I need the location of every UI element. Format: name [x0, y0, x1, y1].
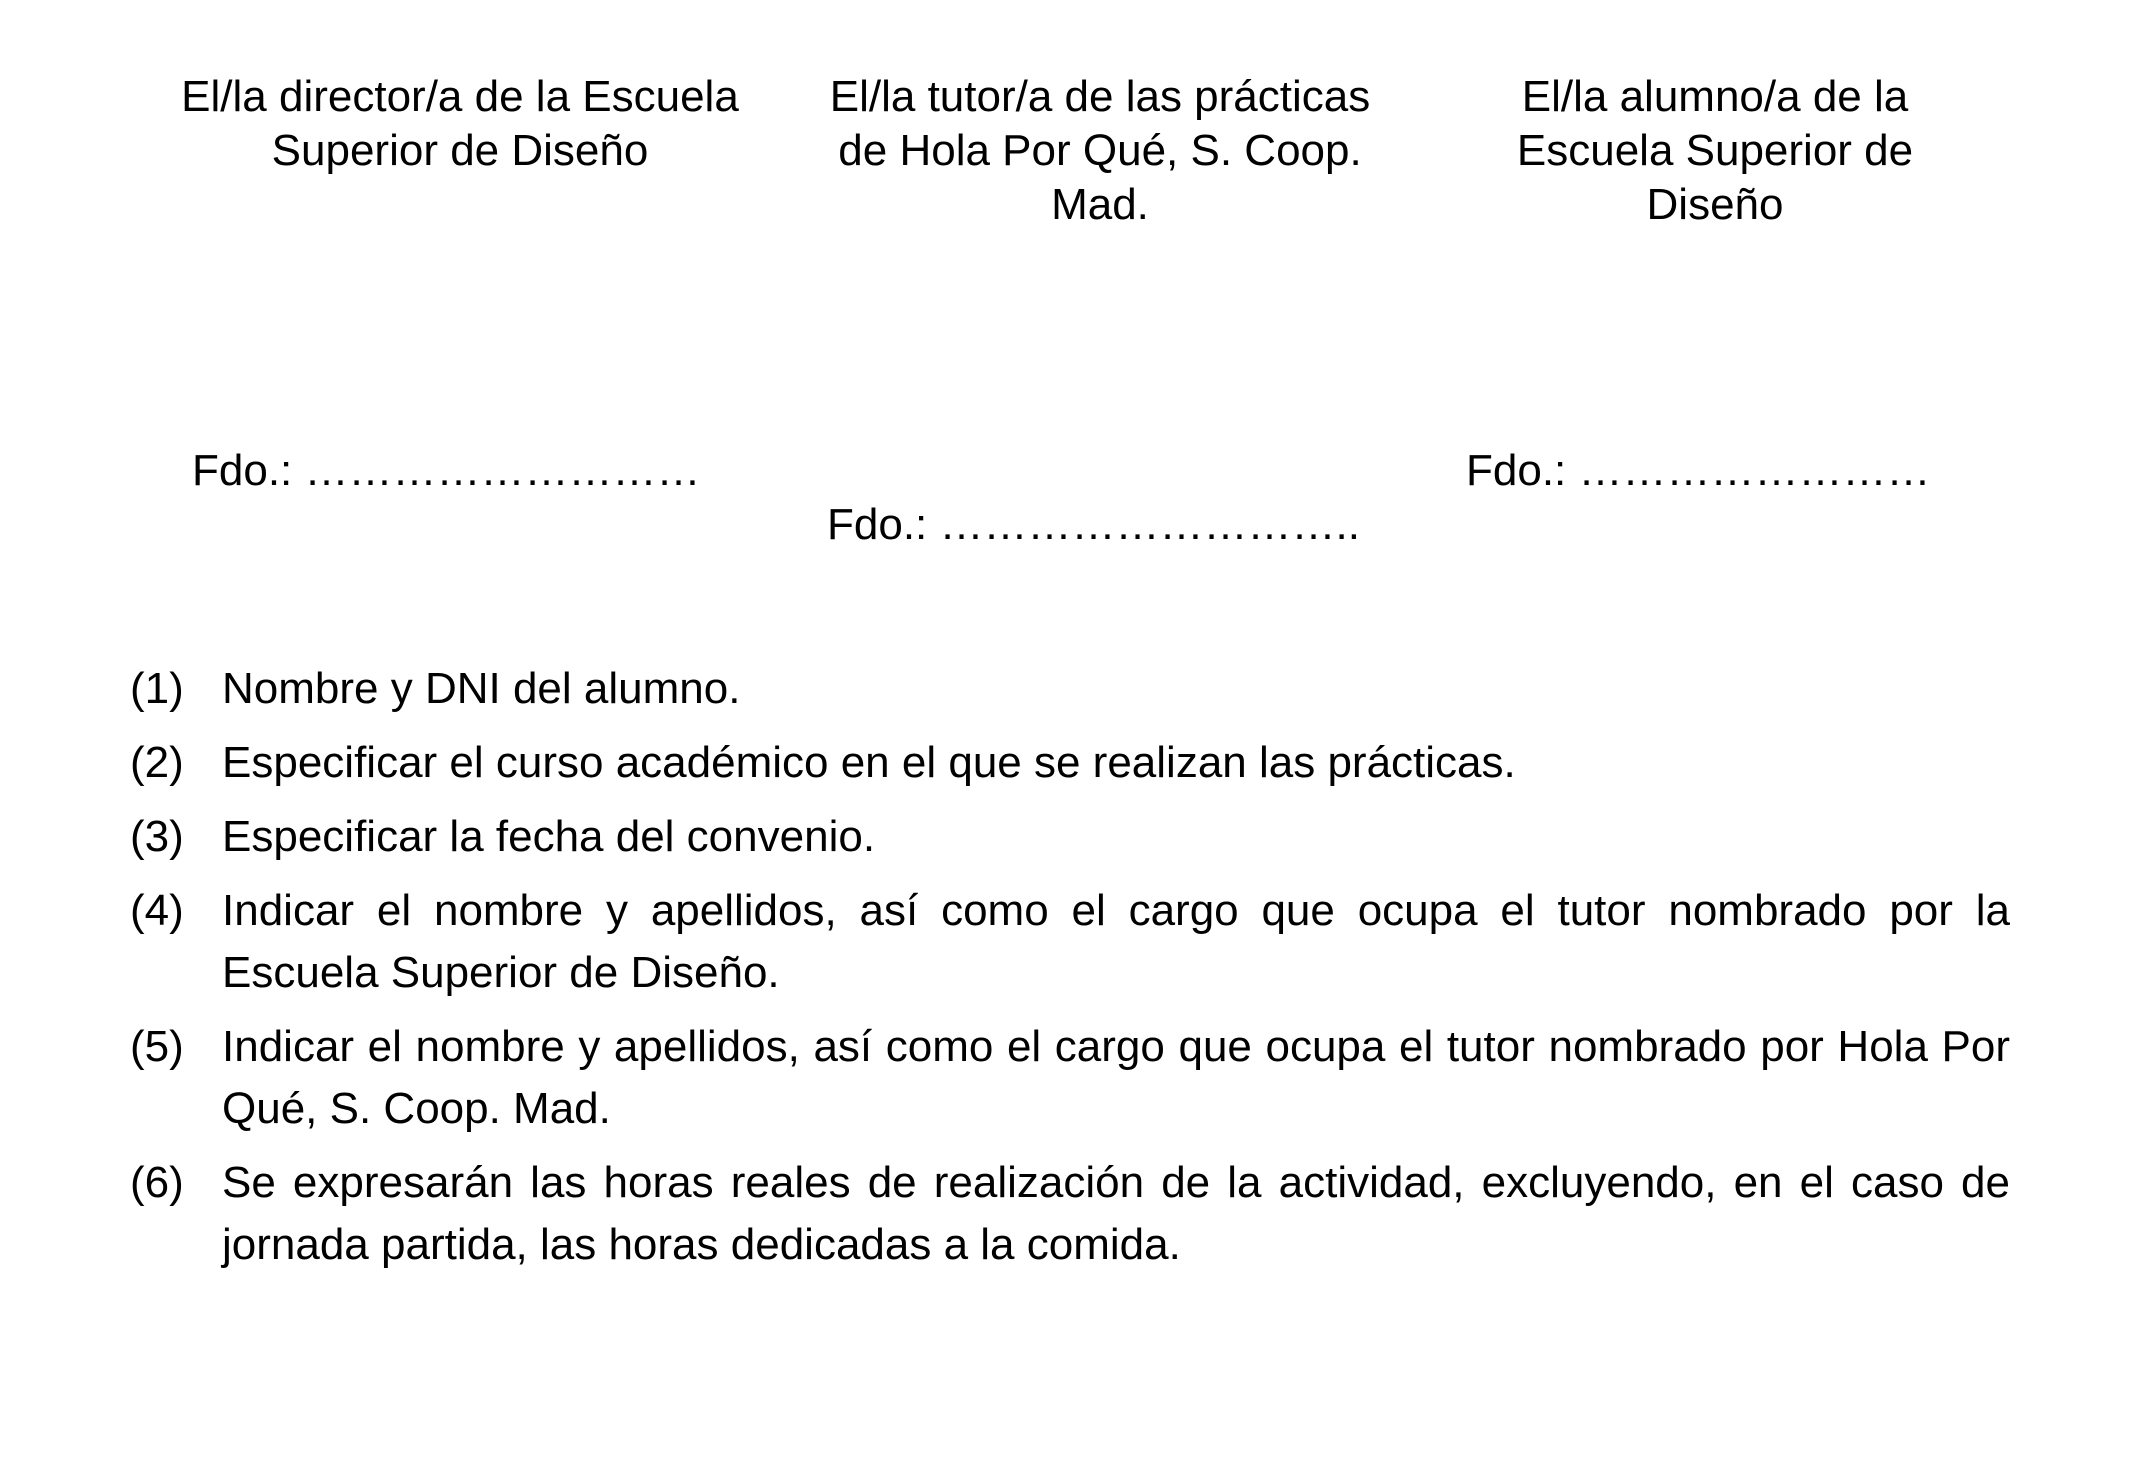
- footnote-number: (2): [130, 738, 184, 787]
- footnote-text: Se expresarán las horas reales de realización de la actividad, excluyendo, en el caso de jornada partida, las horas dedicadas a la comida.: [222, 1158, 2010, 1269]
- footnote-item: [130, 1016, 2010, 1140]
- footnote-item: [130, 658, 2010, 720]
- footnotes-list: [130, 658, 2010, 1288]
- footnote-item: [130, 1152, 2010, 1276]
- footnote-item: [130, 732, 2010, 794]
- tutor-signature-line: Fdo.: ………………………..: [827, 500, 1360, 549]
- footnote-number: (3): [130, 812, 184, 861]
- footnote-number: (4): [130, 886, 184, 935]
- footnote-text: Especificar la fecha del convenio.: [222, 812, 876, 861]
- footnote-text: Indicar el nombre y apellidos, así como el cargo que ocupa el tutor nombrado por la Escuela Superior de Diseño.: [222, 886, 2010, 997]
- footnote-item: [130, 806, 2010, 868]
- footnote-number: (5): [130, 1022, 184, 1071]
- footnote-item: [130, 880, 2010, 1004]
- student-signature-title: El/la alumno/a de la Escuela Superior de Diseño: [1516, 72, 1914, 229]
- footnote-number: (1): [130, 664, 184, 713]
- director-signature-title: El/la director/a de la Escuela Superior de Diseño: [181, 72, 739, 175]
- footnote-text: Nombre y DNI del alumno.: [222, 664, 741, 713]
- student-signature-line: Fdo.: ……………………: [1466, 446, 1931, 495]
- footnote-text: Especificar el curso académico en el que se realizan las prácticas.: [222, 738, 1516, 787]
- footnote-number: (6): [130, 1158, 184, 1207]
- tutor-signature-title: El/la tutor/a de las prácticas de Hola Por Qué, S. Coop. Mad.: [829, 72, 1371, 229]
- footnote-text: Indicar el nombre y apellidos, así como el cargo que ocupa el tutor nombrado por Hola Por Qué, S. Coop. Mad.: [222, 1022, 2010, 1133]
- director-signature-line: Fdo.: ………………………: [192, 446, 701, 495]
